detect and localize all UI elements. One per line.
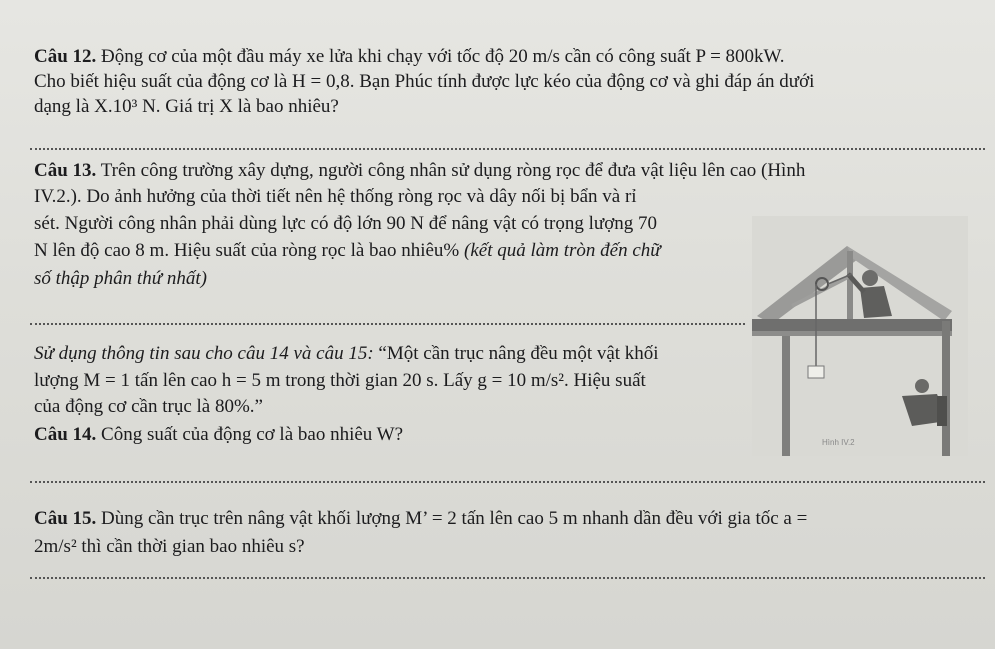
answer-line-q13 <box>30 323 745 325</box>
q13-label: Câu 13. <box>34 160 97 181</box>
q13-line5: số thập phân thứ nhất) <box>34 268 207 289</box>
answer-line-q14 <box>30 481 985 483</box>
q15-line2: 2m/s² thì cần thời gian bao nhiêu s? <box>34 536 305 557</box>
q12-line2: Cho biết hiệu suất của động cơ là H = 0,8. Bạn Phúc tính được lực kéo của động cơ và ghi đáp án dưới <box>34 71 815 92</box>
q15-label: Câu 15. <box>34 508 97 529</box>
q12-text-1: Động cơ của một đầu máy xe lửa khi chạy với tốc độ 20 m/s cần có công suất P = 800kW. <box>101 46 785 67</box>
q13-line1 <box>34 160 805 182</box>
q13-text-4a: N lên độ cao 8 m. Hiệu suất của ròng rọc là bao nhiêu% <box>34 240 460 261</box>
q14-label: Câu 14. <box>34 424 97 445</box>
answer-line-q15 <box>30 577 985 579</box>
q14-line <box>34 424 403 446</box>
q13-text-4b: (kết quả làm tròn đến chữ <box>464 240 661 261</box>
info-line2: lượng M = 1 tấn lên cao h = 5 m trong thời gian 20 s. Lấy g = 10 m/s². Hiệu suất <box>34 370 646 391</box>
q12-line1 <box>34 46 785 68</box>
info-line3: của động cơ cần trục là 80%.” <box>34 396 263 417</box>
pulley-illustration <box>752 216 968 456</box>
info-intro: Sử dụng thông tin sau cho câu 14 và câu 15: <box>34 343 374 364</box>
q15-text-1: Dùng cần trục trên nâng vật khối lượng M’ = 2 tấn lên cao 5 m nhanh dần đều với gia tốc a = <box>101 508 808 529</box>
q13-line2: IV.2.). Do ảnh hưởng của thời tiết nên hệ thống ròng rọc và dây nối bị bẩn và rỉ <box>34 186 637 207</box>
q15-line1 <box>34 508 807 530</box>
q12-label: Câu 12. <box>34 46 97 67</box>
pulley-figure <box>752 216 968 456</box>
q14-text: Công suất của động cơ là bao nhiêu W? <box>101 424 404 445</box>
info-line1 <box>34 343 659 365</box>
info-text-1: “Một cần trục nâng đều một vật khối <box>378 343 659 364</box>
q13-text-1: Trên công trường xây dựng, người công nhân sử dụng ròng rọc để đưa vật liệu lên cao (Hình <box>100 160 806 181</box>
figure-caption: Hình IV.2 <box>822 438 855 447</box>
q13-line4 <box>34 240 661 262</box>
q12-line3: dạng là X.10³ N. Giá trị X là bao nhiêu? <box>34 96 339 117</box>
answer-line-q12 <box>30 148 985 150</box>
q13-line3: sét. Người công nhân phải dùng lực có độ lớn 90 N để nâng vật có trọng lượng 70 <box>34 213 658 234</box>
